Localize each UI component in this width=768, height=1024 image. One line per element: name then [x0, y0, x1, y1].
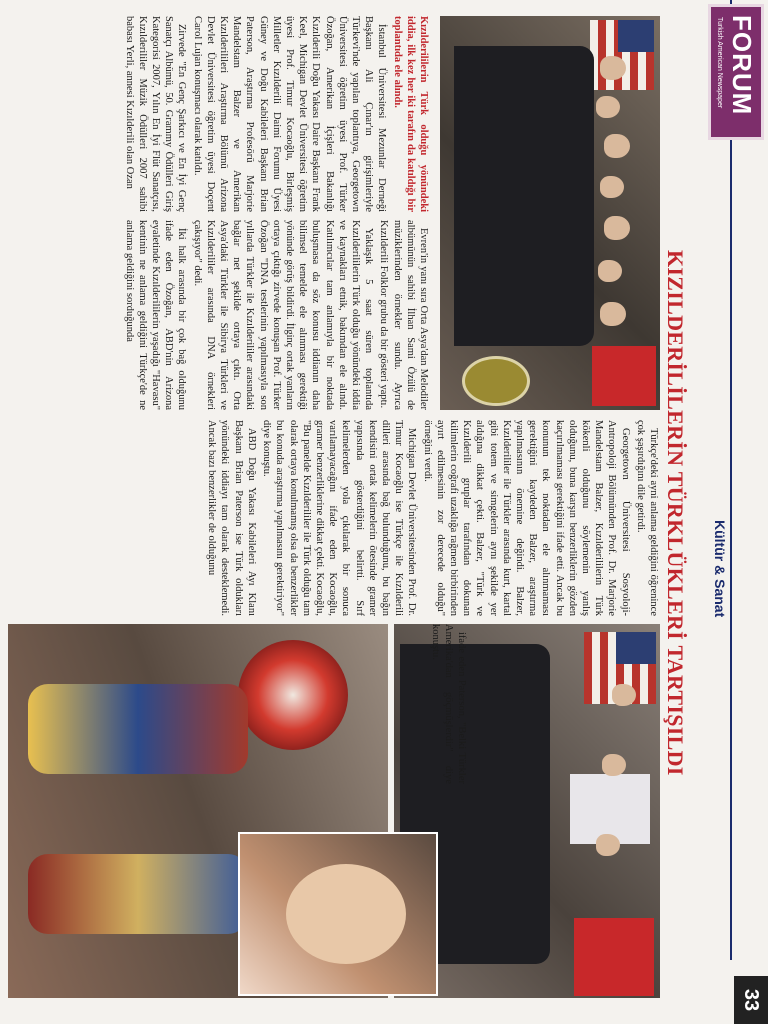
- article-paragraph: Evren'in yanı sıra Orta Asya'dan Melodiler albümünün sahibi İlhan Sami Özülü de müziklerinden örnekler sundu. Ayrıca Kızılderili Folklor grubu da bir gösteri yaptı.: [378, 220, 429, 410]
- emblem: [462, 356, 530, 406]
- section-title: Kültür & Sanat: [712, 520, 728, 618]
- dancer: [28, 684, 248, 774]
- article-column-2: [10, 220, 430, 410]
- article-paragraph: İki halk arasında bir çok bağ olduğunu ifade eden Özoğan, ABD'nin Arizona eyaletinde Kızılderililerin yaşadığı "Havasu" kentinin ne anlama geldiğini Türkçe'de ne anlama geldiğini sorduğunda: [123, 220, 188, 410]
- singer-photo: [238, 832, 438, 996]
- headline: KIZILDERİLİLERİN TÜRKLÜKLERİ TARTIŞILDI: [663, 250, 688, 776]
- article-column-1: [10, 16, 430, 212]
- header-rule: [730, 0, 732, 960]
- us-flag: [590, 20, 654, 90]
- article-column-3: [10, 420, 660, 616]
- forum-logo: FORUM Turkish American Newspaper: [708, 4, 764, 140]
- turkish-flag: [592, 346, 656, 406]
- article-paragraph: ifade eden Paterson, "Belki Türkler Amerika'dan göçmüşlerdir" diye konuştu.: [429, 624, 467, 784]
- article-paragraph: ABD Doğu Yakası Kabileleri Ayı Klanı Başkanı Brian Paterson ise Türk oldukları yönündeki iddiayı tam olarak desteklemedi. Ancak bazı benzerlikler de olduğunu: [206, 420, 257, 616]
- article-paragraph: Türkçe'deki ayni anlama geldiğini öğrenince çok şaşırdığını dile getirdi.: [634, 420, 659, 616]
- group-photo: [440, 16, 660, 410]
- page-number: 33: [734, 976, 768, 1024]
- article-column-4: [408, 624, 468, 784]
- dancer: [28, 854, 248, 934]
- article-lead: Kızılderililerin Türk olduğu yönündeki iddia, ilk kez her iki tarafın da katıldığı bir toplantıda ele alındı.: [391, 16, 429, 212]
- article-paragraph: İstanbul Üniversitesi Mezunlar Derneği Başkanı Ali Çınar'ın girişimleriyle Türkevi'nde yapılan toplantıya, Georgetown Üniversitesi öğretim üyesi Prof. Türker Özoğan, Amerikan İçişleri Bakanlığı Kızılderili Doğu Yakası Daire Başkanı Frank Keel, Michigan Devlet Üniversitesi öğretim üyesi Prof. Timur Kocaoğlu, Birleşmiş Milletler Kızılderili Daimi Forumu Üyesi Güney ve Doğu Kabileleri Başkanı Brian Paterson, Araştırma Profesörü Marjorie Mandelstam Balzer ve Amerikan Kızılderilileri Araştırma Bölümü Arizona Devlet Üniversitesi öğretim üyesi Doçent Carol Lujan konuşmacı olarak katıldı.: [191, 16, 388, 212]
- feather-headdress: [238, 640, 348, 750]
- turkish-flag: [574, 918, 654, 996]
- article-paragraph: Zirvede "En Genç Şarkıcı ve En İyi Genç Sanatçı Albümü, 50. Grammy Ödülleri Giriş Kategorisi 2007, Yılın En İyi Flüt Sanatçısı, Kızılderililer Müzik Ödülleri 2007 sahibi babası Yerli, annesi Kızılderili olan Ozan: [123, 16, 188, 212]
- article-paragraph: Michigan Devlet Üniversitesinden Prof. Dr. Timur Kocaoğlu ise Türkçe ile Kızılderili dilleri arasında bağ bulunduğunu, bu bağın kendisini ortak kelimelerin ötesinde gramer yapısında gösterdiğini belirtti. Sırf kelimelerden yola çıkılarak bir sonuca varılamayacağını ifade eden Kocaoğlu, gramer benzerliklerine dikkat çekti. Kocaoğlu, "Bu panelde Kızılderililer ile Türk olduğu tam olarak ortaya konulmamış olsa da benzerlikler bu konuda araştırma yapılmasını gerektiriyor" diye konuştu.: [261, 420, 418, 616]
- article-paragraph: Georgetown Üniversitesi Sosyoloji-Antropoloji Bölümünden Prof. Dr. Marjorie Mandelstam Balzer, Kızılderililerin Türk kökenli olduğunu söylemenin yanlış olduğunu, buna karşın benzerliklerin gözden kaçırılmaması gerektiğini ifade etti. Ancak bu konunun tek noktadan ele alınmaması gerektiğini kaydeden Balzer, araştırma yapılmasının önemine değindi. Balzer, Kızılderililer ile Türkler arasında kurt, kartal gibi totem ve simgelerin aynı şekilde yer aldığına dikkat çekti. Balzer, "Türk ve Kızılderili gruplar tarafından dokunan kilimlerin coğrafi uzaklığa rağmen birbirinden ayırt edilmesinin zor derecede olduğu" örneğini verdi.: [421, 420, 631, 616]
- flute-player: [286, 864, 406, 964]
- article-paragraph: Yaklaşık 5 saat süren toplantıda Kızılderililerin Türk olduğu yönündeki iddia ve kaynakları etnik, bakımdan ele alındı. Katılımcılar tam anlamıyla bir noktada buluşmasa da söz konusu iddianın daha bilimsel temelde ele alınması gerektiği yönünde görüş bildirdi. İlginç ortak yanların ortaya çıktığı zirvede konuşan Prof. Türker Özoğan "DNA testlerinin yapılmasıyla son yıllarda Türkler ile Kızılderililer arasındaki bağlar net şekilde ortaya çıktı. Orta Asya'daki Türkler ile Sibirya Türkleri ve Kızılderililer arasında DNA örnekleri çakışıyor" dedi.: [191, 220, 375, 410]
